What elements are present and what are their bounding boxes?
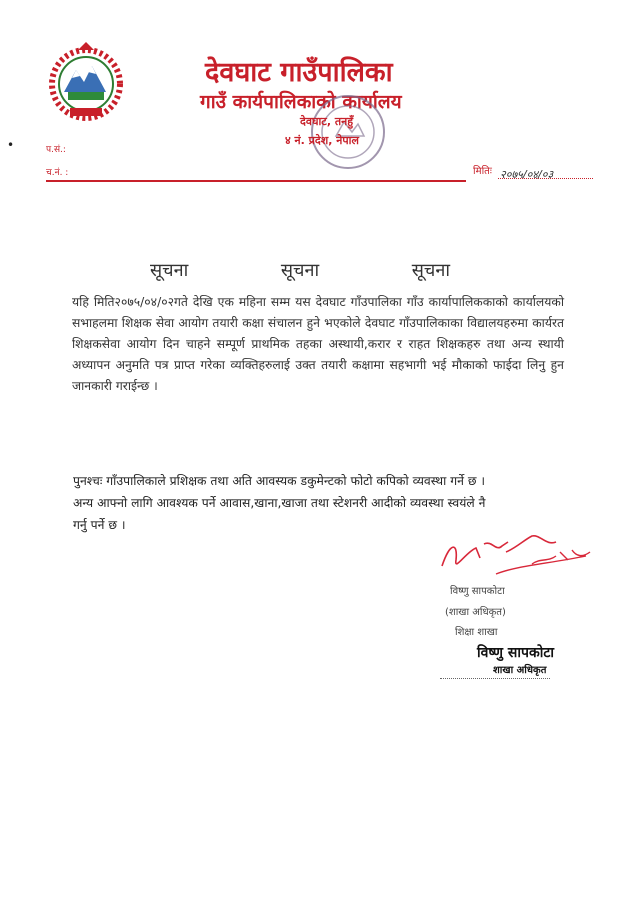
signatory-name: विष्णु सापकोटा — [450, 586, 505, 597]
margin-dot: • — [7, 138, 15, 152]
government-emblem-icon — [40, 36, 132, 128]
notice-body: यहि मिति२०७५/०४/०२गते देखि एक महिना सम्म यस देवघाट गाँउपालिका गाँउ कार्यापालिककाको कार्यालयको सभाहलमा शिक्षक सेवा आयोग तयारी कक्षा संचालन हुने भएकोले देवघाट गाँउपालिकाका विद्यालयहरुमा कार्यरत शिक्षकसेवा आयोग दिन चाहने सम्पूर्ण प्राथमिक तहका अस्थायी,करार र राहत शिक्षकहरु तथा अन्य स्थायी अध्यापन अनुमति पत्र प्राप्त गरेका व्यक्तिहरुलाई उक्त तयारी कक्षामा सहभागी भई मौकाको फाईदा लिनु हुन जानकारी गराईन्छ । — [72, 295, 564, 393]
handwritten-signature-icon — [436, 522, 606, 582]
stamp-post: शाखा अधिकृत — [493, 665, 547, 676]
notice-postscript: पुनश्चः गाँउपालिकाले प्रशिक्षक तथा अति आवस्यक डकुमेन्टको फोटो कपिको व्यवस्था गर्ने छ । अन्य आफ्नो लागि आवश्यक पर्ने आवास,खाना,खाजा तथा स्टेशनरी आदीको व्यवस्था स्वयंले नै गर्नु पर्ने छ । — [73, 474, 486, 532]
notice-title-3: सूचना — [411, 260, 450, 281]
org-name: देवघाट गाउँपालिका — [205, 57, 393, 88]
notice-title-1: सूचना — [150, 260, 189, 281]
notice-heading — [150, 258, 450, 282]
dispatch-number-label: च.नं. : — [46, 168, 69, 178]
notice-title-2: सूचना — [280, 260, 320, 281]
signatory-post: (शाखा अधिकृत) — [445, 607, 506, 618]
date-value: २०७५/०४/०३ — [500, 168, 554, 181]
letter-number-label: प.सं.: — [46, 145, 66, 155]
header-divider — [46, 180, 466, 182]
date-label: मितिः — [473, 166, 492, 177]
office-seal-icon — [308, 92, 388, 172]
stamp-underline — [440, 678, 550, 679]
address-line-1: देवघाट, तनहुँ — [300, 115, 354, 128]
address-line-2: ४ नं. प्रदेश, नेपाल — [285, 134, 359, 147]
office-name: गाउँ कार्यपालिकाको कार्यालय — [200, 91, 402, 113]
stamp-name: विष्णु सापकोटा — [477, 645, 555, 661]
signatory-department: शिक्षा शाखा — [455, 627, 498, 638]
date-underline — [498, 178, 593, 179]
